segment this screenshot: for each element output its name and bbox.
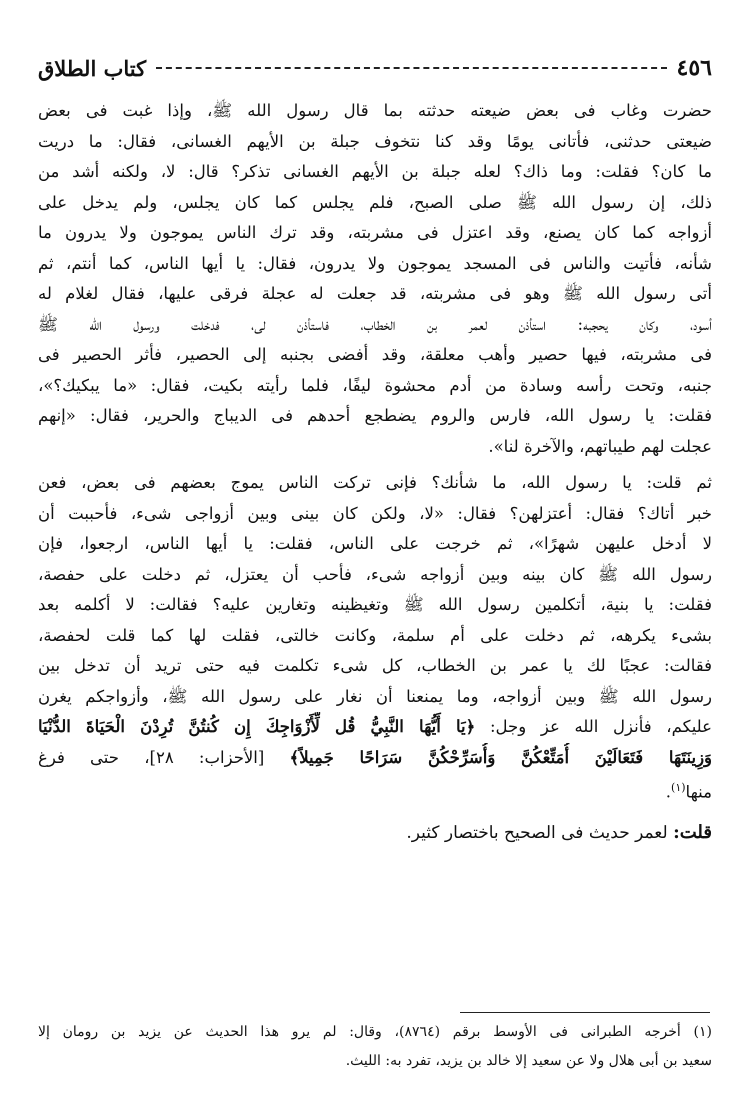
footnote-line: (١) أخرجه الطبرانى فى الأوسط برقم (٨٧٦٤)، وقال: لم يرو هذا الحديث عن يزيد بن رومان إلا [38, 1024, 712, 1040]
text-line: بشىء يكرهه، ثم دخلت على أم سلمة، وكانت خالتى، فقلت لها كما قلت لحفصة، [38, 625, 712, 645]
text-line: لا أدخل عليهن شهرًا»، ثم خرجت على الناس، فقلت: يا أيها الناس، ارجعوا، فإن [38, 534, 712, 553]
text-line: ثم قلت: يا رسول الله، ما شأنك؟ فإنى تركت الناس يموج بعضهم فى بعض، فعن [38, 473, 712, 492]
quran-verse: وَزِينَتَهَا فَتَعَالَيْنَ أُمَتِّعْكُنَّ وَأُسَرِّحْكُنَّ سَرَاحًا جَمِيلاً﴾ [289, 747, 712, 767]
header-rule [156, 67, 666, 69]
qult-note [38, 818, 712, 849]
verse-line [38, 743, 712, 774]
text-line: فقلت: يا بنية، أتكلمين رسول الله ﷺ وتغيظينه وتغارين عليه؟ فقالت: لا أكلمه بعد [38, 595, 712, 614]
text-line: عجلت لهم طيباتهم، والآخرة لنا». [488, 436, 712, 456]
text-line: ما كان؟ فقلت: وما ذاك؟ لعله جبلة بن الأيهم الغسانى تذكر؟ قال: لا، ولكنه أشد من [38, 162, 712, 181]
text-line: رسول الله ﷺ كان بينه وبين أزواجه شىء، فأحب أن يعتزل، ثم دخلت على حفصة، [38, 564, 712, 584]
paragraph-2 [38, 468, 712, 808]
qult-text: لعمر حديث فى الصحيح باختصار كثير. [406, 823, 674, 843]
verse-reference: [الأحزاب: ٢٨]، حتى فرغ [38, 747, 290, 767]
paragraph-1 [38, 96, 712, 462]
footnote-separator [460, 1012, 710, 1013]
text-line [38, 773, 712, 808]
book-title: كتاب الطلاق [38, 55, 147, 81]
text-line: شأنه، فأتيت والناس فى المسجد يموجون ولا يدرون، فقال: يا أيها الناس، كما أنتم، ثم [38, 253, 712, 273]
text-line: حضرت وغاب فى بعض ضيعته حدثته بما قال رسول الله ﷺ، وإذا غبت فى بعض [38, 101, 712, 120]
footnote-marker[interactable]: (١) [671, 781, 686, 794]
end-punct: . [665, 782, 672, 802]
main-text [38, 96, 712, 849]
text-line: خبر أتاك؟ فقال: أعتزلهن؟ فقال: «لا، ولكن كان بينى وبين أزواجى شىء، فأحببت أن [38, 503, 712, 523]
footnote-line: سعيد بن أبى هلال ولا عن سعيد إلا خالد بن يزيد، تفرد به: الليث. [345, 1053, 712, 1069]
qult-label: قلت: [673, 822, 712, 843]
text-line: أسود، وكان يحجبه: استأذن لعمر بن الخطاب، فاستأذن لى، فدخلت ورسول الله ﷺ [38, 314, 712, 334]
text-line: أتى رسول الله ﷺ وهو فى مشربته، قد جعلت له عجلة فرقى عليها، فقال لغلام له [38, 284, 712, 303]
end-text: منها [685, 782, 712, 802]
verse-line [38, 712, 712, 743]
text-line: رسول الله ﷺ وبين أزواجه، وما يمنعنا أن نغار على رسول الله ﷺ، وأزواجكم يغرن [38, 686, 712, 706]
text-line: فقالت: عجبًا لك يا عمر بن الخطاب، كل شىء تكلمت فيه حتى تريد أن تدخل بين [38, 656, 712, 675]
text-line: فى مشربته، فيها حصير وأهب معلقة، وقد أفضى بجنبه إلى الحصير، فأثر الحصير فى [38, 345, 712, 364]
running-header [38, 48, 712, 88]
page-number: ٤٥٦ [676, 55, 712, 81]
verse-intro: عليكم، فأنزل الله عز وجل: [475, 717, 712, 736]
quran-verse: ﴿يَا أَيُّهَا النَّبِيُّ قُل لِّأَزْوَاجِكَ إِن كُنتُنَّ تُرِدْنَ الْحَيَاةَ الدُّنْيَا [38, 717, 476, 736]
text-line: جنبه، وتحت رأسه وسادة من أدم محشوة ليفًا، فلما رأيته بكيت، فقال: «ما يبكيك؟»، [38, 375, 712, 395]
text-line: أزواجه كما كان يصنع، وقد اعتزل فى مشربته، وقد ترك الناس يموجون ولا يدرون ما [38, 223, 712, 242]
footnotes [38, 1018, 712, 1076]
text-line: ضيعتى حدثنى، فأتانى يومًا وقد كنا نتخوف جبلة بن الأيهم الغسانى، فقال: ما دريت [38, 131, 712, 151]
text-line: فقلت: يا رسول الله، فارس والروم يضطجع أحدهم فى الديباج والحرير، فقال: «إنهم [38, 406, 712, 425]
page [38, 48, 712, 849]
text-line: ذلك، إن رسول الله ﷺ صلى الصبح، فلم يجلس كما كان يجلس، ولم يدخل على [38, 192, 712, 212]
